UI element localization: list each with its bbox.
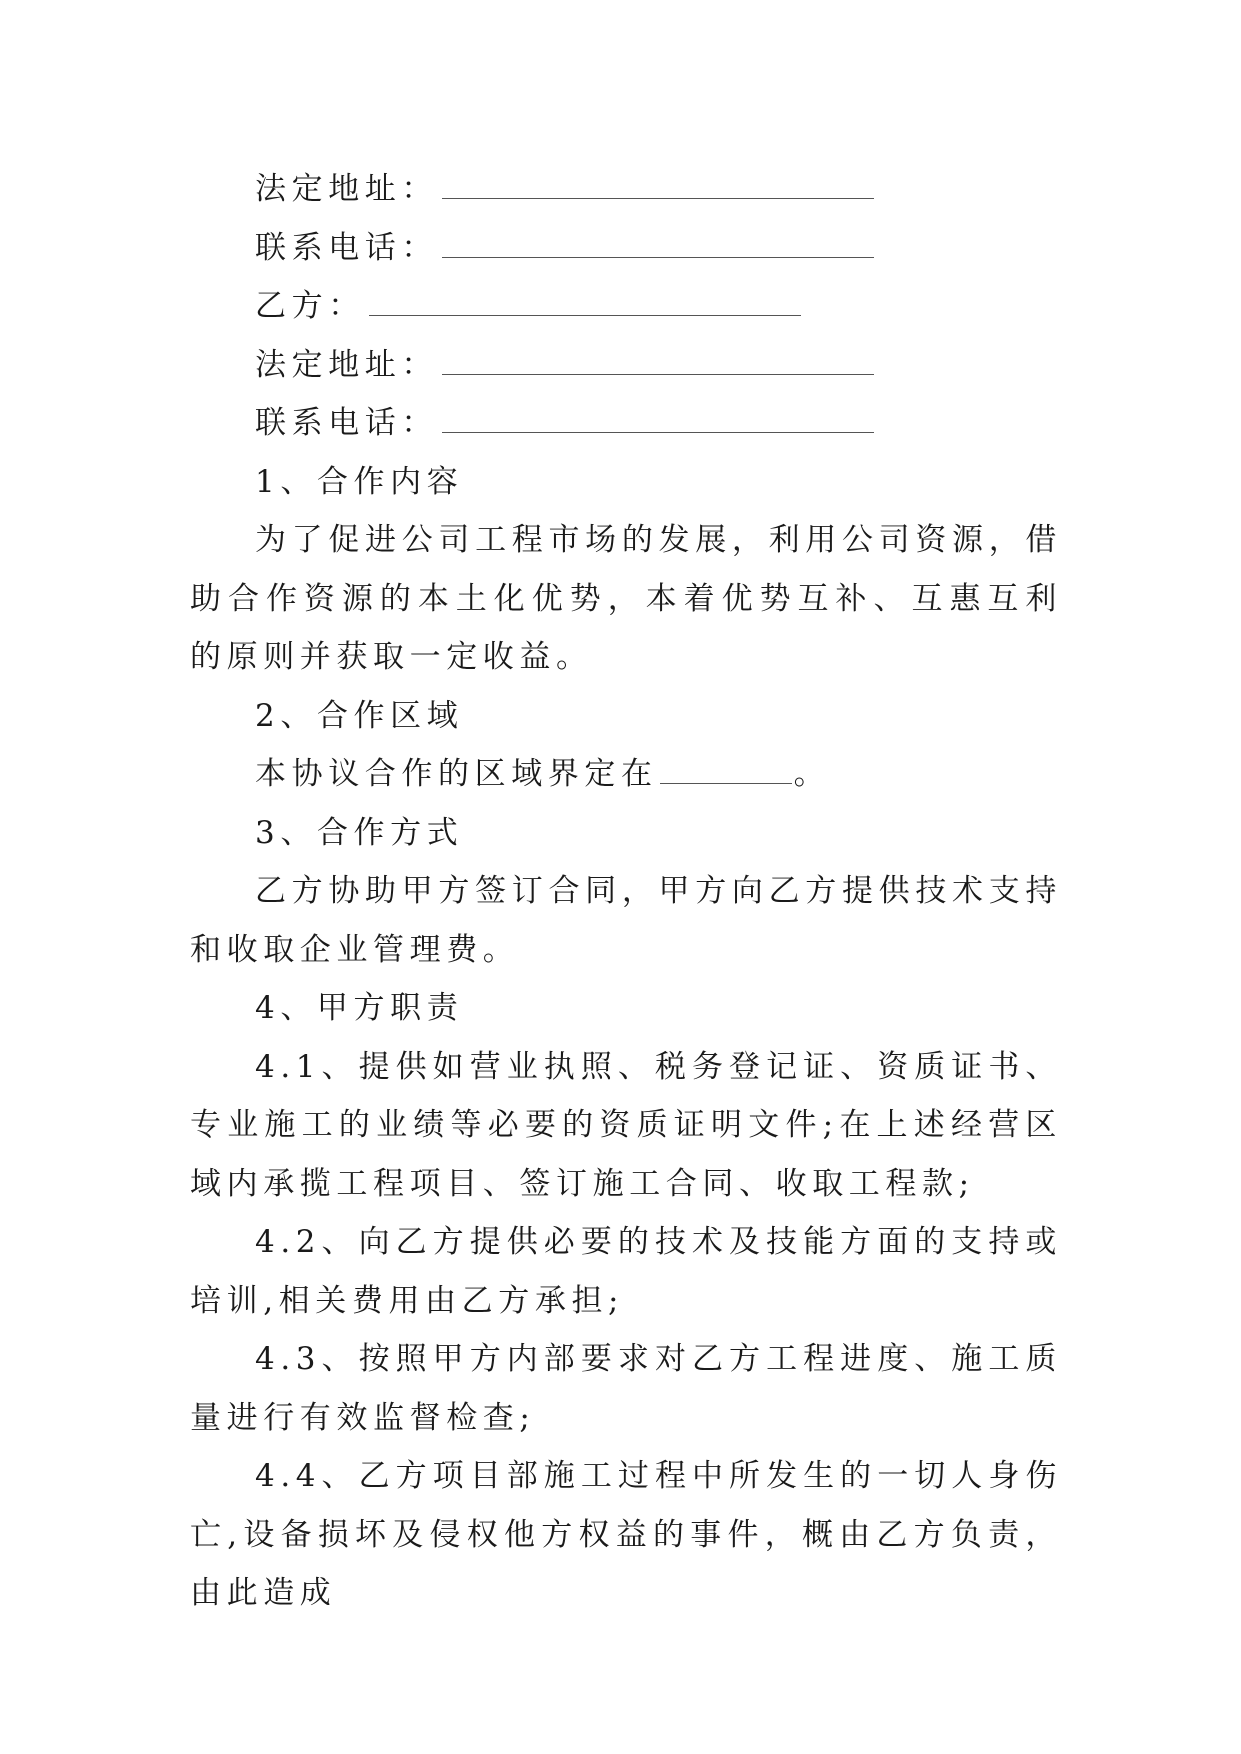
clause-4-4: 4.4、乙方项目部施工过程中所发生的一切人身伤亡,设备损坏及侵权他方权益的事件，概由乙方负责，由此造成 <box>190 1458 1062 1611</box>
section-2-body <box>190 745 1062 804</box>
party-b-address-blank <box>442 348 874 375</box>
section-2-heading: 2、合作区域 <box>255 697 464 734</box>
party-b-address-label: 法定地址： <box>255 346 438 383</box>
section-2-body-prefix: 本协议合作的区域界定在 <box>255 756 658 792</box>
section-3-body: 乙方协助甲方签订合同，甲方向乙方提供技术支持和收取企业管理费。 <box>190 873 1062 968</box>
party-b-address-row <box>190 336 1062 395</box>
clause-4-3: 4.3、按照甲方内部要求对乙方工程进度、施工质量进行有效监督检查; <box>190 1341 1062 1436</box>
clause-4-1: 4.1、提供如营业执照、税务登记证、资质证书、专业施工的业绩等必要的资质证明文件;在上述经营区域内承揽工程项目、签订施工合同、收取工程款; <box>190 1048 1062 1202</box>
party-b-name-label: 乙方： <box>255 288 365 324</box>
section-2-body-suffix: 。 <box>793 756 831 792</box>
party-b-name-blank <box>369 289 801 316</box>
party-a-phone-row <box>190 219 1062 278</box>
section-1-heading: 1、合作内容 <box>255 463 464 500</box>
section-1-body: 为了促进公司工程市场的发展，利用公司资源，借助合作资源的本土化优势，本着优势互补、互惠互利的原则并获取一定收益。 <box>190 522 1062 675</box>
region-blank <box>660 757 792 784</box>
party-b-phone-row <box>190 394 1062 453</box>
party-b-phone-blank <box>442 406 874 433</box>
party-a-phone-label: 联系电话： <box>255 229 438 266</box>
clause-4-2: 4.2、向乙方提供必要的技术及技能方面的支持或培训,相关费用由乙方承担; <box>190 1224 1062 1319</box>
party-a-phone-blank <box>442 231 874 258</box>
party-a-address-label: 法定地址： <box>255 171 438 207</box>
section-4-heading: 4、甲方职责 <box>255 990 464 1026</box>
party-a-address-blank <box>442 172 874 199</box>
party-b-name-row <box>190 277 1062 336</box>
section-3-heading: 3、合作方式 <box>255 814 464 851</box>
party-b-phone-label: 联系电话： <box>255 405 438 441</box>
document-page <box>190 160 1062 1623</box>
party-a-address-row <box>190 160 1062 219</box>
